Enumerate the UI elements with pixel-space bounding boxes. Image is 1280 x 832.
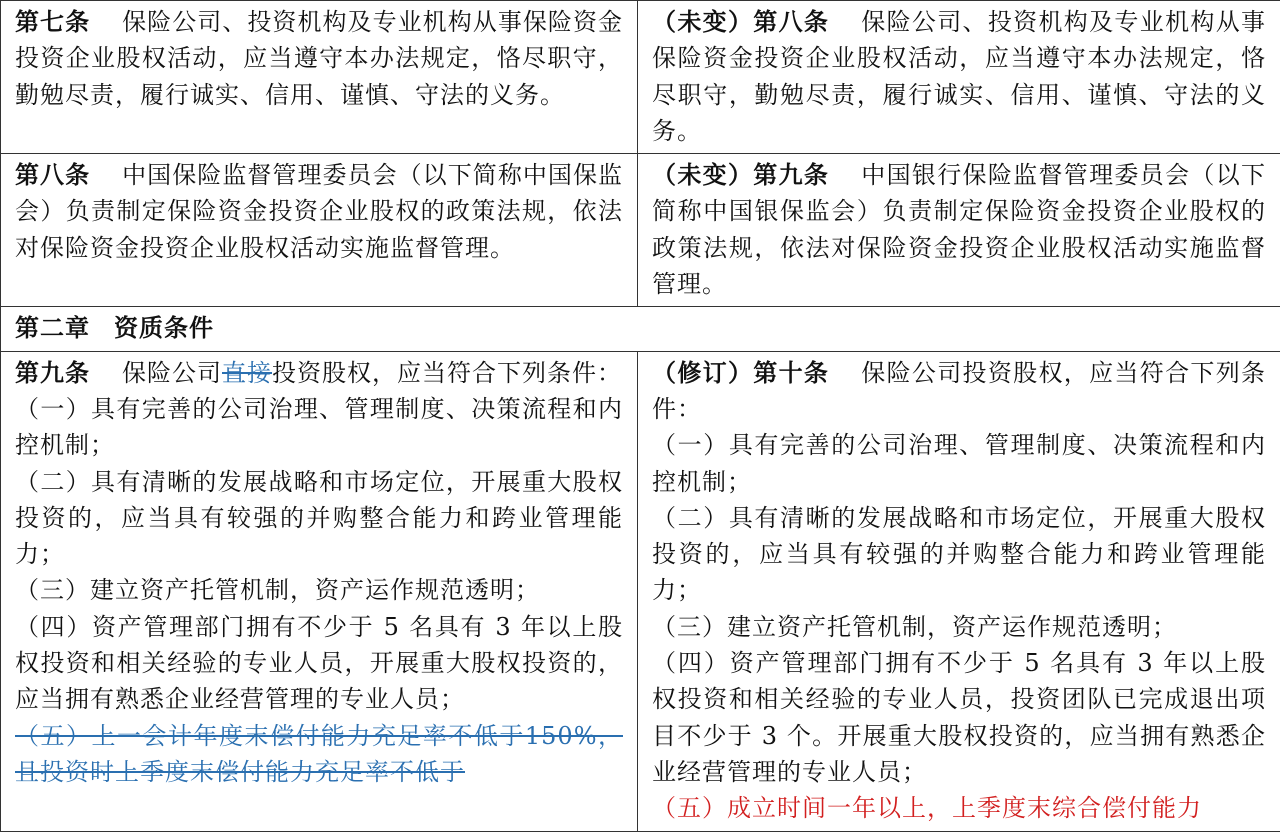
list-item: （三）建立资产托管机制，资产运作规范透明； <box>15 572 623 608</box>
list-item: （一）具有完善的公司治理、管理制度、决策流程和内控机制； <box>652 427 1266 500</box>
article-intro <box>15 355 623 391</box>
chapter-row <box>1 307 1280 351</box>
status-tag: （修订） <box>652 358 753 387</box>
list-item: （二）具有清晰的发展战略和市场定位，开展重大股权投资的，应当具有较强的并购整合能力和跨业管理能力； <box>652 500 1266 609</box>
table-row <box>1 1 1280 154</box>
article-number: 第十条 <box>753 358 829 387</box>
list-item: （四）资产管理部门拥有不少于 5 名具有 3 年以上股权投资和相关经验的专业人员，开展重大股权投资的，应当拥有熟悉企业经营管理的专业人员； <box>15 609 623 718</box>
article-text: 保险公司、投资机构及专业机构从事保险资金投资企业股权活动，应当遵守本办法规定，恪尽职守，勤勉尽责，履行诚实、信用、谨慎、守法的义务。 <box>652 8 1266 145</box>
article-text: 中国保险监督管理委员会（以下简称中国保监会）负责制定保险资金投资企业股权的政策法规，依法对保险资金投资企业股权活动实施监督管理。 <box>15 161 623 262</box>
list-item: （四）资产管理部门拥有不少于 5 名具有 3 年以上股权投资和相关经验的专业人员，投资团队已完成退出项目不少于 3 个。开展重大股权投资的，应当拥有熟悉企业经营管理的专业人员； <box>652 645 1266 790</box>
old-article-8-cell <box>1 154 638 307</box>
old-article-7-cell <box>1 1 638 154</box>
chapter-heading <box>1 307 1280 351</box>
article-text: 保险公司、投资机构及专业机构从事保险资金投资企业股权活动，应当遵守本办法规定，恪尽职守，勤勉尽责，履行诚实、信用、谨慎、守法的义务。 <box>15 8 623 109</box>
new-article-8-cell <box>638 1 1280 154</box>
status-tag: （未变） <box>652 160 753 189</box>
chapter-title: 资质条件 <box>114 313 214 342</box>
article-number: 第八条 <box>15 160 90 189</box>
chapter-number: 第二章 <box>15 313 90 342</box>
article-number: 第八条 <box>753 7 829 36</box>
table-row <box>1 351 1280 831</box>
article-text: 中国银行保险监督管理委员会（以下简称中国银保监会）负责制定保险资金投资企业股权的政策法规，依法对保险资金投资企业股权活动实施监督管理。 <box>652 161 1266 298</box>
inserted-list-item: （五）成立时间一年以上，上季度末综合偿付能力 <box>652 790 1266 826</box>
old-article-9-cell <box>1 351 638 831</box>
article-number: 第七条 <box>15 7 90 36</box>
table-row <box>1 154 1280 307</box>
article-number: 第九条 <box>15 358 90 387</box>
intro-text-before: 保险公司 <box>122 359 222 387</box>
list-item: （二）具有清晰的发展战略和市场定位，开展重大股权投资的，应当具有较强的并购整合能力和跨业管理能力； <box>15 464 623 573</box>
intro-text-after: 投资股权，应当符合下列条件： <box>272 359 622 387</box>
article-number: 第九条 <box>753 160 829 189</box>
new-article-10-cell <box>638 351 1280 831</box>
deleted-list-item: （五）上一会计年度末偿付能力充足率不低于150%，且投资时上季度末偿付能力充足率不低于 <box>15 718 623 791</box>
intro-text: 保险公司投资股权，应当符合下列条件： <box>652 359 1266 423</box>
list-item: （三）建立资产托管机制，资产运作规范透明； <box>652 609 1266 645</box>
article-intro <box>652 355 1266 428</box>
list-item: （一）具有完善的公司治理、管理制度、决策流程和内控机制； <box>15 391 623 464</box>
new-article-9-cell <box>638 154 1280 307</box>
status-tag: （未变） <box>652 7 753 36</box>
deleted-text: 直接 <box>222 359 272 387</box>
